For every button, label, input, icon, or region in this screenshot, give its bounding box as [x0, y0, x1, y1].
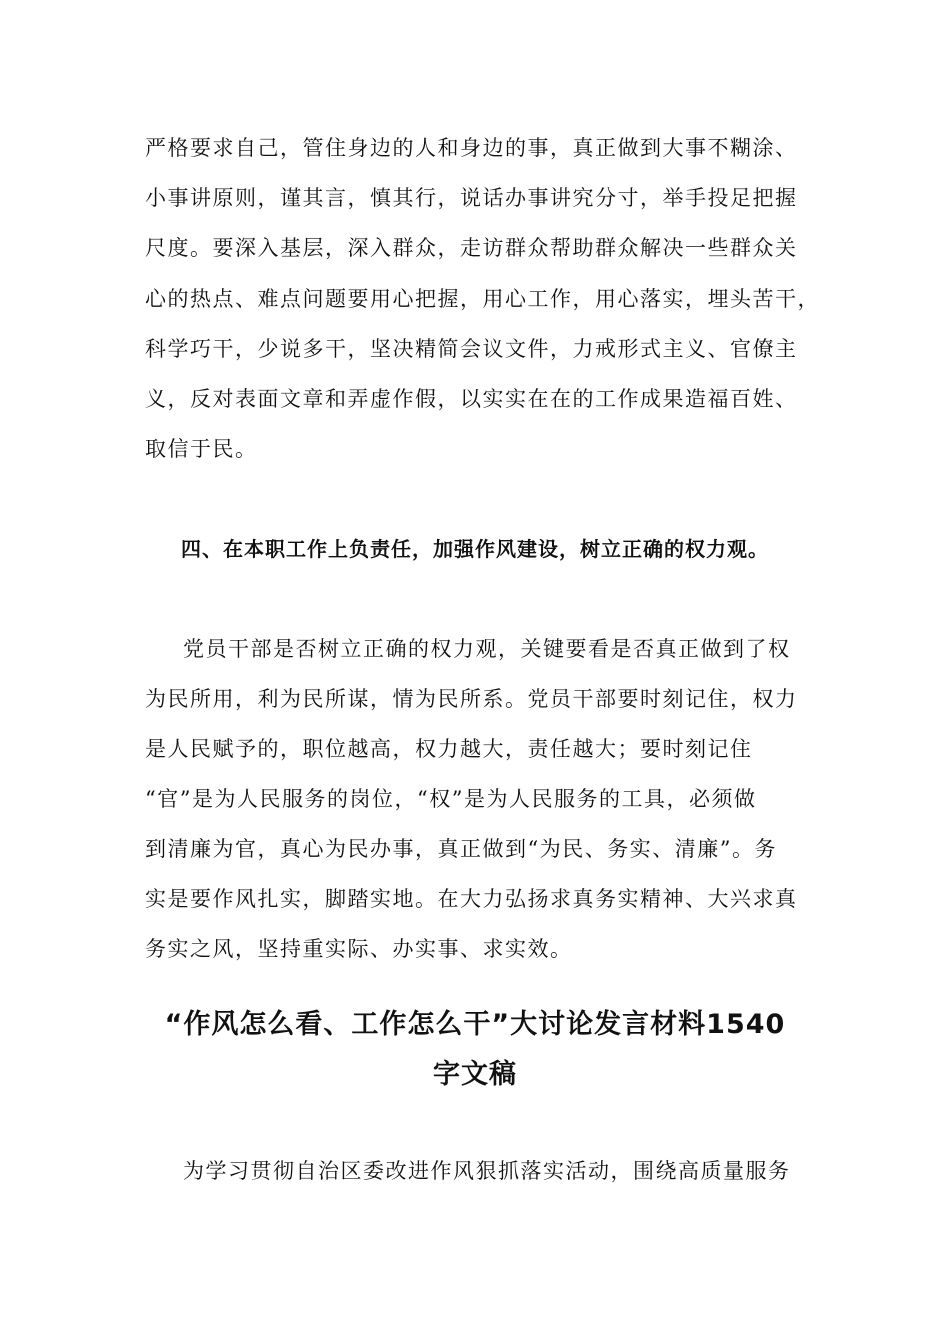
paragraph-line: 党员干部是否树立正确的权力观，关键要看是否真正做到了权 — [183, 637, 791, 661]
paragraph-line: 为民所用，利为民所谋，情为民所系。党员干部要时刻记住，权力 — [145, 687, 798, 711]
paragraph-line: 是人民赋予的，职位越高，权力越大，责任越大；要时刻记住 — [145, 737, 753, 761]
paragraph-line: 心的热点、难点问题要用心把握，用心工作，用心落实，埋头苦干， — [145, 287, 820, 311]
paragraph-line: 小事讲原则，谨其言，慎其行，说话办事讲究分寸，举手投足把握 — [145, 186, 798, 210]
paragraph-line: 严格要求自己，管住身边的人和身边的事，真正做到大事不糊涂、 — [145, 136, 798, 160]
title-line-1: “作风怎么看、工作怎么干”大讨论发言材料1540 — [164, 1009, 786, 1040]
paragraph-line: 科学巧干，少说多干，坚决精简会议文件，力戒形式主义、官僚主 — [145, 337, 798, 361]
paragraph-line: 尺度。要深入基层，深入群众，走访群众帮助群众解决一些群众关 — [145, 236, 798, 260]
paragraph-line: 实是要作风扎实，脚踏实地。在大力弘扬求真务实精神、大兴求真 — [145, 887, 798, 911]
paragraph-line: “官”是为人民服务的岗位，“权”是为人民服务的工具，必须做 — [145, 787, 757, 811]
paragraph-line: 到清廉为官，真心为民办事，真正做到“为民、务实、清廉”。务 — [145, 837, 777, 861]
paragraph-line: 务实之风，坚持重实际、办实事、求实效。 — [145, 937, 573, 961]
section-heading: 四、在本职工作上负责任，加强作风建设，树立正确的权力观。 — [181, 537, 769, 561]
paragraph-line: 义，反对表面文章和弄虚作假，以实实在在的工作成果造福百姓、 — [145, 387, 798, 411]
paragraph-line: 取信于民。 — [145, 437, 258, 461]
paragraph-line: 为学习贯彻自治区委改进作风狠抓落实活动，围绕高质量服务 — [183, 1159, 791, 1183]
title-line-2: 字文稿 — [433, 1059, 517, 1090]
